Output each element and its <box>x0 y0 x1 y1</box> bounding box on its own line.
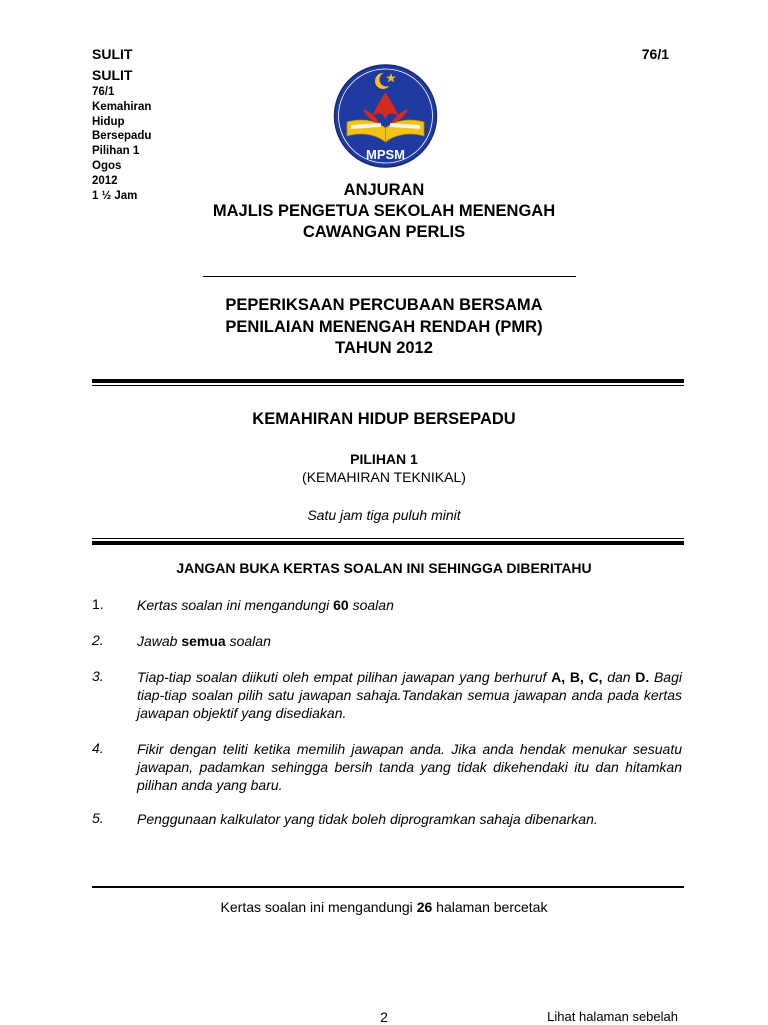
organizer-line-1: ANJURAN <box>343 181 425 199</box>
instruction-2 <box>137 632 682 650</box>
question-count: 60 <box>333 597 349 613</box>
page-number: 2 <box>380 1009 388 1025</box>
confidential-label: SULIT <box>92 67 133 83</box>
exam-line-3: TAHUN 2012 <box>335 339 433 357</box>
info-line: Pilihan 1 <box>92 145 140 158</box>
exam-duration: Satu jam tiga puluh minit <box>307 507 461 523</box>
next-page-note: Lihat halaman sebelah <box>547 1009 678 1024</box>
instruction-number: 1. <box>92 596 104 612</box>
page-count-text: Kertas soalan ini mengandungi <box>220 899 417 915</box>
instruction-text: dan <box>602 669 636 685</box>
instruction-4: Fikir dengan teliti ketika memilih jawapan anda. Jika anda hendak menukar sesuatu jawapan, padamkan sehingga bersih tanda yang tidak dikehendaki itu dan hitamkan pilihan anda yang baru. <box>137 741 682 793</box>
instruction-5: Penggunaan kalkulator yang tidak boleh diprogramkan sahaja dibenarkan. <box>137 811 598 827</box>
instruction-1 <box>137 596 682 614</box>
divider-thin <box>92 538 684 539</box>
divider-thin <box>92 385 684 386</box>
instruction-text: Jawab <box>137 633 182 649</box>
instruction-text: Bagi tiap-tiap soalan pilih satu jawapan sahaja.Tandakan semua jawapan anda pada kertas jawapan objektif yang disediakan. <box>137 669 682 721</box>
subject-option: PILIHAN 1 <box>350 451 418 467</box>
divider-thick <box>92 541 684 545</box>
instruction-number: 2. <box>92 632 104 648</box>
emphasis-text: D. <box>635 669 650 685</box>
mpsm-logo <box>333 64 438 174</box>
instruction-text: soalan <box>225 633 271 649</box>
exam-line-2: PENILAIAN MENENGAH RENDAH (PMR) <box>225 318 543 336</box>
divider <box>203 276 576 277</box>
subject-title: KEMAHIRAN HIDUP BERSEPADU <box>252 410 516 428</box>
info-line: Kemahiran <box>92 100 152 113</box>
instruction-text: Kertas soalan ini mengandungi <box>137 597 334 613</box>
logo-label: MPSM <box>366 147 405 162</box>
header-paper-code: 76/1 <box>641 46 669 62</box>
info-line: 1 ½ Jam <box>92 189 138 202</box>
info-line: 76/1 <box>92 86 115 98</box>
page-count-text: halaman bercetak <box>432 899 548 915</box>
info-line: Hidup <box>92 115 125 128</box>
info-line: 2012 <box>92 174 118 187</box>
emphasis-text: A, B, C, <box>551 669 603 685</box>
organizer-line-2: MAJLIS PENGETUA SEKOLAH MENENGAH <box>212 202 556 220</box>
instruction-text: Tiap-tiap soalan diikuti oleh empat pilihan jawapan yang berhuruf <box>137 669 552 685</box>
header-confidential-label: SULIT <box>92 46 133 62</box>
subject-option-sub: (KEMAHIRAN TEKNIKAL) <box>302 469 466 485</box>
divider-thick <box>92 379 684 383</box>
info-line: Ogos <box>92 159 122 172</box>
instruction-number: 5. <box>92 810 104 826</box>
info-line: Bersepadu <box>92 130 152 143</box>
instructions-heading: JANGAN BUKA KERTAS SOALAN INI SEHINGGA DIBERITAHU <box>176 560 592 576</box>
divider <box>92 886 684 888</box>
emphasis-text: semua <box>181 633 226 649</box>
page-count-note <box>0 899 768 915</box>
exam-line-1: PEPERIKSAAN PERCUBAAN BERSAMA <box>225 296 543 314</box>
page-count-value: 26 <box>416 899 433 915</box>
instruction-text: soalan <box>348 597 394 613</box>
instruction-number: 4. <box>92 740 104 756</box>
instruction-number: 3. <box>92 668 104 684</box>
organizer-line-3: CAWANGAN PERLIS <box>302 223 466 241</box>
instruction-3 <box>137 668 682 722</box>
